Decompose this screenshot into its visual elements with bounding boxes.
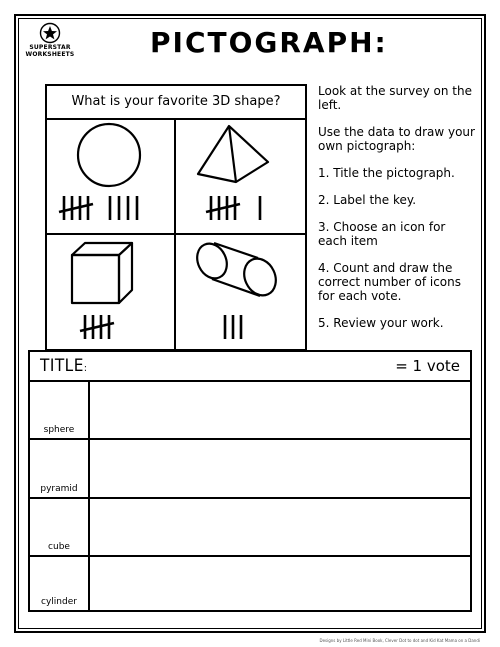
title-label-text: TITLE: [40, 356, 84, 376]
row-drawing-area[interactable]: [90, 382, 470, 438]
survey-cell-pyramid: [176, 120, 305, 235]
pyramid-icon: [198, 126, 268, 182]
page-title: PICTOGRAPH:: [150, 26, 388, 59]
logo-line-2: WORKSHEETS: [25, 51, 75, 58]
row-label-cell: [30, 440, 90, 497]
pictograph-row-sphere: [30, 382, 470, 440]
row-label: cylinder: [41, 597, 77, 607]
key-label[interactable]: = 1 vote: [395, 357, 460, 375]
row-drawing-area[interactable]: [90, 440, 470, 497]
tally-marks: [225, 315, 241, 339]
pictograph-row-pyramid: [30, 440, 470, 499]
instruction-step: 1. Title the pictograph.: [318, 166, 455, 180]
survey-cell-sphere: [47, 120, 176, 235]
brand-logo: [24, 22, 76, 64]
survey-cell-cube: [47, 235, 176, 350]
survey-table: [45, 84, 307, 351]
pictograph-row-cube: [30, 499, 470, 557]
instructions-intro: Look at the survey on the left.: [318, 84, 472, 112]
survey-cell-cylinder: [176, 235, 305, 350]
instruction-step: 4. Count and draw the correct number of icons for each vote.: [318, 261, 461, 303]
tally-marks: [206, 196, 260, 220]
pictograph-header: [30, 352, 470, 382]
logo-line-1: SUPERSTAR: [29, 44, 71, 51]
sphere-icon: [78, 124, 140, 186]
row-label-cell: [30, 499, 90, 555]
cube-icon: [72, 243, 132, 303]
tally-marks: [80, 315, 114, 339]
instruction-step: 2. Label the key.: [318, 193, 417, 207]
row-label: sphere: [43, 425, 75, 435]
tally-marks: [59, 196, 137, 220]
instruction-step: 3. Choose an icon for each item: [318, 220, 446, 248]
title-label: [40, 356, 87, 376]
footer-credits: Designs by Little Red Mini Book, Clever Dot to dot and Kid Kat Mama on a Dandi: [319, 638, 480, 643]
instructions: [318, 84, 478, 343]
survey-question: What is your favorite 3D shape?: [47, 86, 305, 120]
title-label-colon: :: [83, 363, 88, 374]
instruction-step: 5. Review your work.: [318, 316, 444, 330]
pictograph-row-cylinder: [30, 557, 470, 610]
star-circle-icon: [39, 22, 61, 44]
row-label-cell: [30, 382, 90, 438]
row-label-cell: [30, 557, 90, 610]
row-label: pyramid: [40, 484, 78, 494]
cylinder-icon: [192, 239, 282, 301]
row-drawing-area[interactable]: [90, 499, 470, 555]
pictograph-grid: [28, 350, 472, 612]
instructions-lead: Use the data to draw your own pictograph:: [318, 125, 475, 153]
row-drawing-area[interactable]: [90, 557, 470, 610]
row-label: cube: [48, 542, 70, 552]
